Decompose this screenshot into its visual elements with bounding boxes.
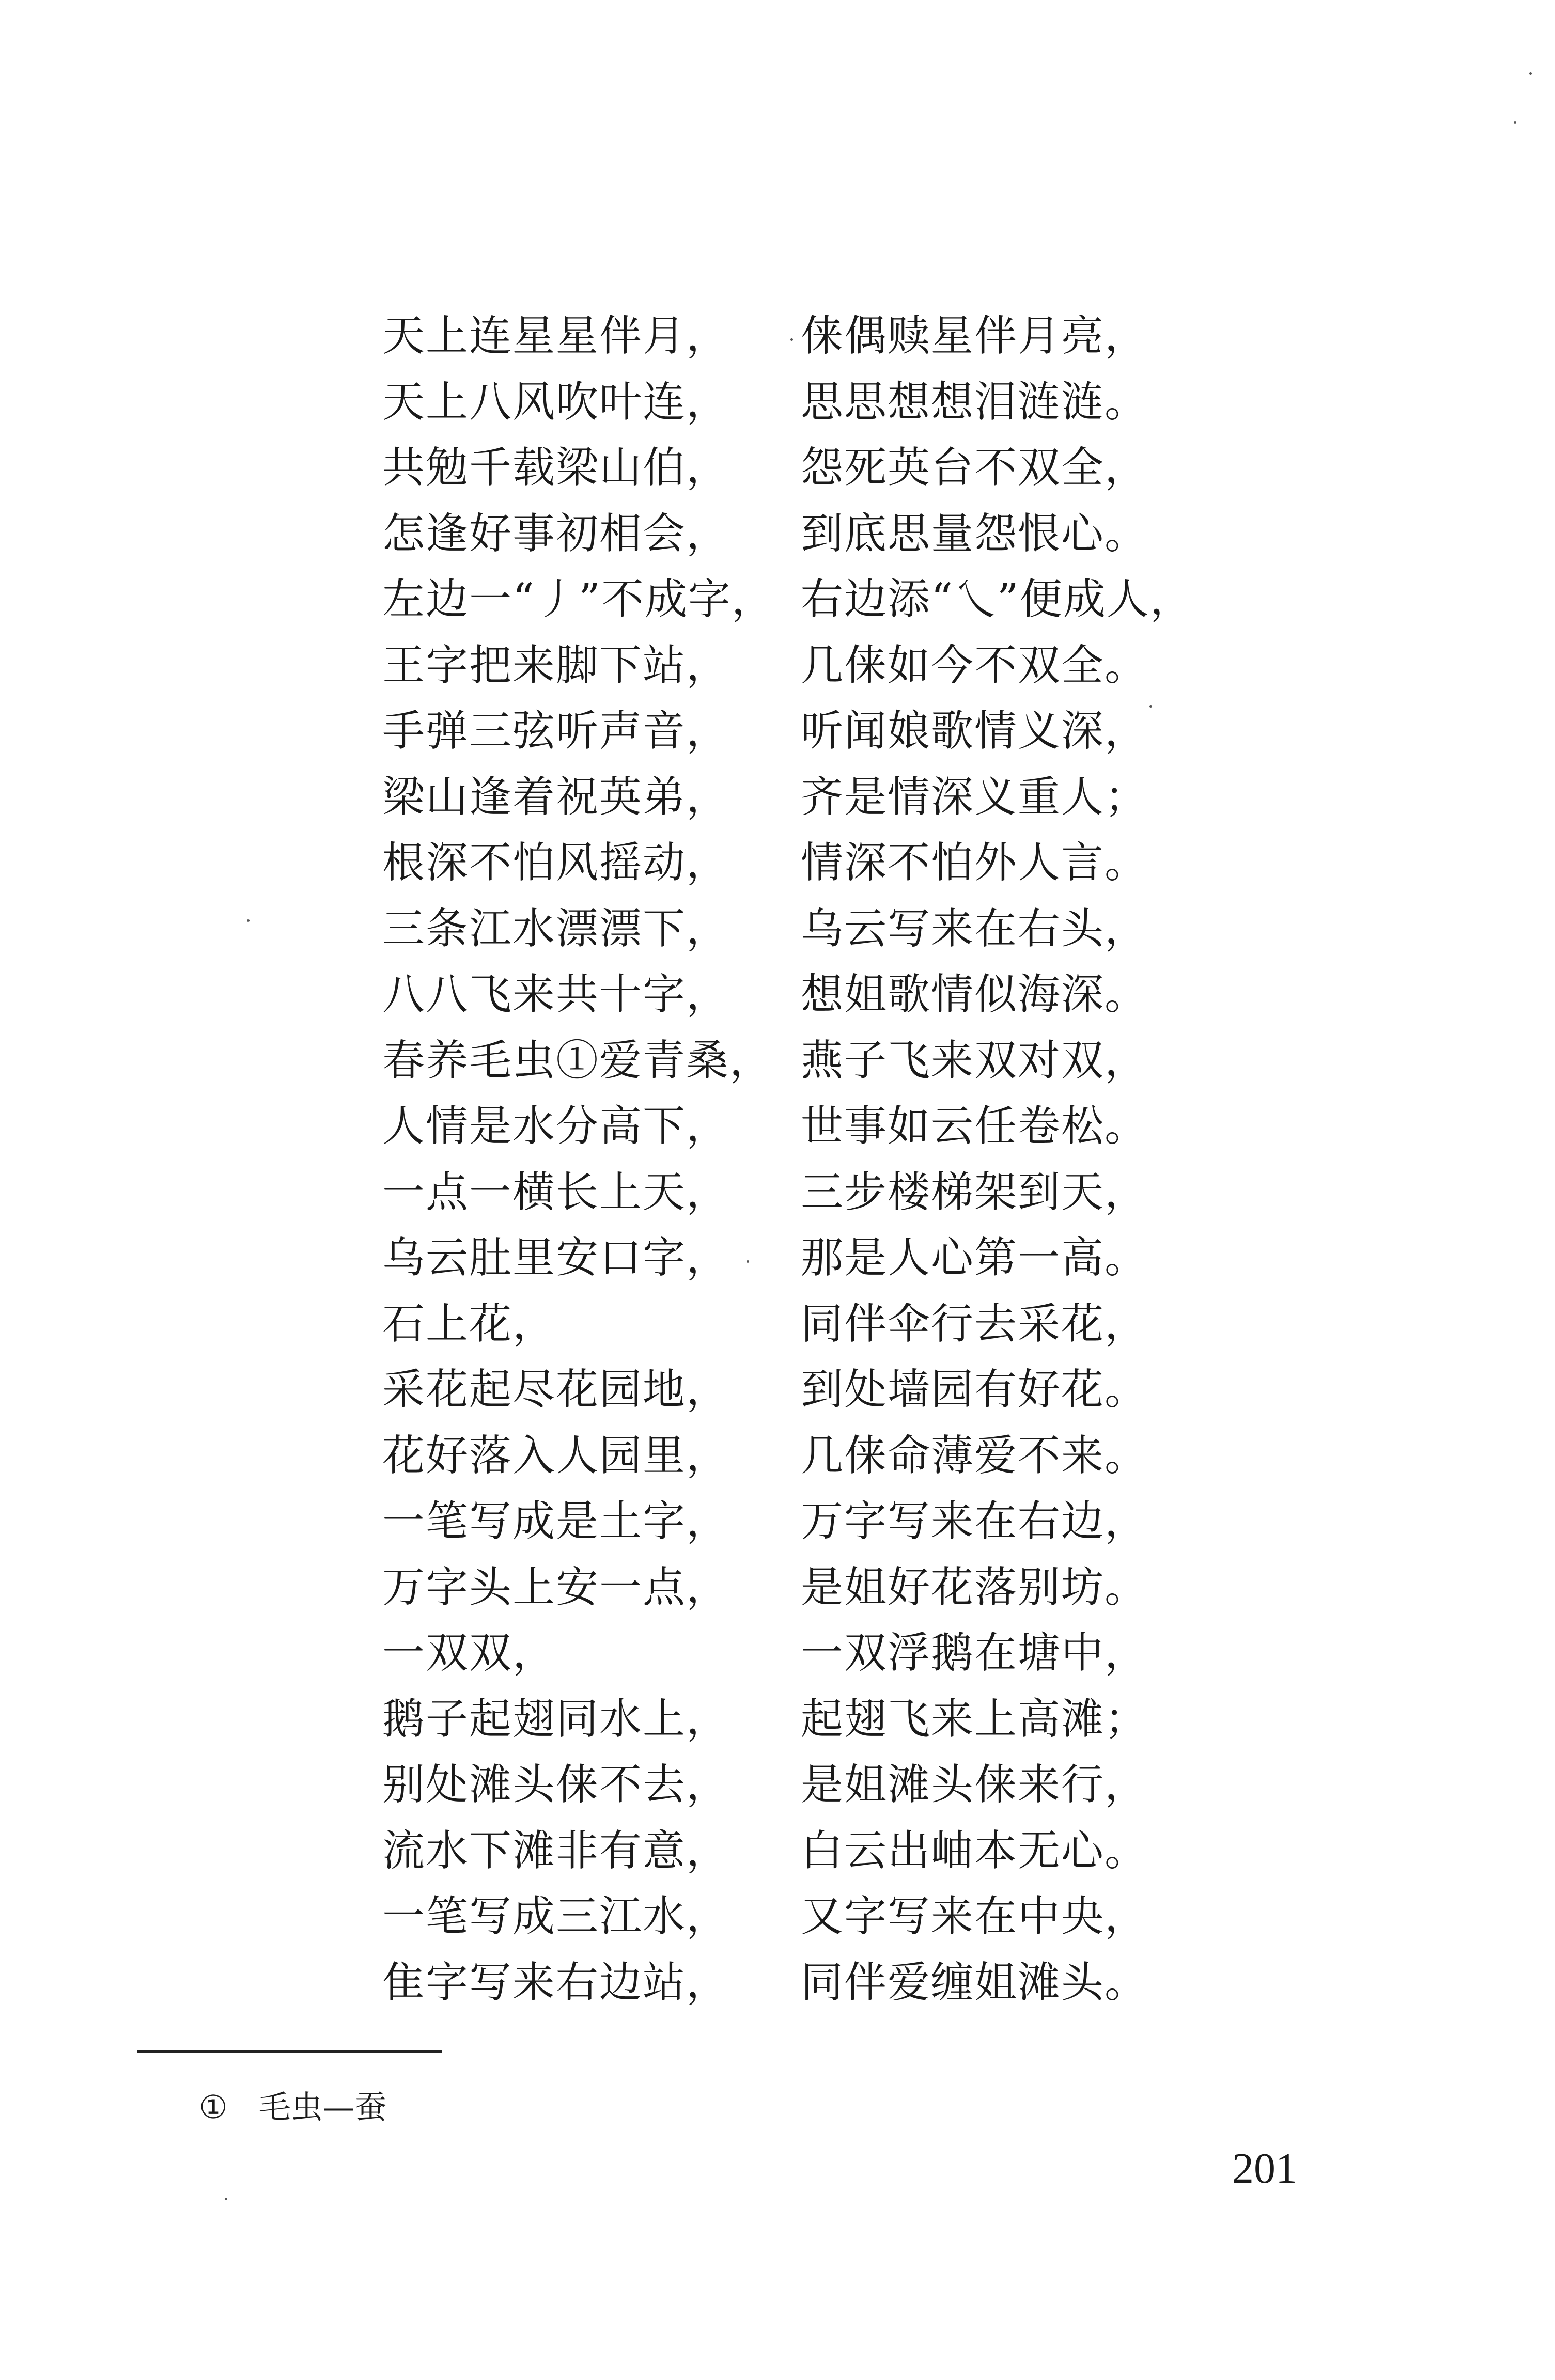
poem-line-right: 一双浮鹅在塘中， bbox=[801, 1629, 1148, 1678]
poem-row bbox=[382, 1222, 1261, 1288]
poem-row bbox=[382, 1814, 1261, 1881]
poem-line-right: 三步楼梯架到天， bbox=[801, 1167, 1148, 1217]
poem-row bbox=[382, 1485, 1261, 1551]
poem-row bbox=[382, 1617, 1261, 1683]
poem-line-left: 隹字写来右边站， bbox=[382, 1958, 730, 2007]
poem-row bbox=[382, 1419, 1261, 1485]
poem-line-left: 春养毛虫①爱青桑， bbox=[382, 1036, 773, 1085]
poem-line-right: 怨死英台不双全， bbox=[801, 443, 1148, 493]
poem-line-left: 根深不怕风摇动， bbox=[382, 838, 730, 888]
poem-line-left: 一点一横长上天， bbox=[382, 1167, 730, 1217]
poem-row bbox=[382, 629, 1261, 695]
poem-line-right: 那是人心第一高。 bbox=[801, 1233, 1148, 1283]
poem-row bbox=[382, 761, 1261, 827]
poem-line-right: 万字写来在右边， bbox=[801, 1497, 1148, 1546]
poem-line-right: 右边添“乀”便成人， bbox=[801, 575, 1193, 624]
poem-line-left: 手弹三弦听声音， bbox=[382, 707, 730, 756]
poem-row bbox=[382, 497, 1261, 563]
poem-line-left: 采花起尽花园地， bbox=[382, 1365, 730, 1415]
poem-row bbox=[382, 1090, 1261, 1156]
poem-line-left: 王字把来脚下站， bbox=[382, 640, 730, 690]
poem-line-right: 想姐歌情似海深。 bbox=[801, 970, 1148, 1020]
poem-line-right: 世事如云任卷松。 bbox=[801, 1102, 1148, 1151]
poem-row bbox=[382, 300, 1261, 366]
poem-row bbox=[382, 563, 1261, 629]
scan-speck bbox=[247, 919, 250, 922]
poem-line-left: 天上八风吹叶连， bbox=[382, 377, 730, 427]
poem-line-left: 花好落入人园里， bbox=[382, 1431, 730, 1480]
scan-speck bbox=[225, 2198, 227, 2200]
poem-row bbox=[382, 1748, 1261, 1814]
poem-row bbox=[382, 1880, 1261, 1946]
page-number: 201 bbox=[1232, 2144, 1297, 2193]
poem-row bbox=[382, 366, 1261, 432]
poem-line-right: 同伴伞行去采花， bbox=[801, 1299, 1148, 1349]
footnote bbox=[199, 2081, 387, 2127]
poem-line-left: 一笔写成三江水， bbox=[382, 1892, 730, 1941]
poem-line-left: 别处滩头俫不去， bbox=[382, 1760, 730, 1810]
poem-line-left: 共勉千载梁山伯， bbox=[382, 443, 730, 493]
poem-line-left: 怎逢好事初相会， bbox=[382, 509, 730, 558]
scan-speck bbox=[1529, 72, 1532, 75]
poem-line-right: 燕子飞来双对双， bbox=[801, 1036, 1148, 1085]
poem-line-right: 乌云写来在右头， bbox=[801, 904, 1148, 953]
scan-speck bbox=[747, 1260, 749, 1263]
poem-row bbox=[382, 1353, 1261, 1419]
poem-row bbox=[382, 1288, 1261, 1354]
poem-row bbox=[382, 431, 1261, 497]
poem-line-right: 俫偶赎星伴月亮， bbox=[801, 311, 1148, 361]
poem-body bbox=[382, 300, 1261, 2012]
poem-row bbox=[382, 1551, 1261, 1617]
poem-row bbox=[382, 695, 1261, 761]
poem-line-right: 到底思量怨恨心。 bbox=[801, 509, 1148, 558]
scan-speck bbox=[1149, 705, 1152, 708]
poem-line-right: 白云出岫本无心。 bbox=[801, 1826, 1148, 1875]
poem-line-right: 听闻娘歌情义深， bbox=[801, 707, 1148, 756]
poem-line-right: 几俫如今不双全。 bbox=[801, 640, 1148, 690]
poem-line-left: 八八飞来共十字， bbox=[382, 970, 730, 1020]
footnote-text: 毛虫—蚕 bbox=[258, 2088, 387, 2126]
footnote-mark: ① bbox=[199, 2088, 228, 2126]
poem-line-right: 同伴爱缠姐滩头。 bbox=[801, 1958, 1148, 2007]
poem-row bbox=[382, 1683, 1261, 1749]
scan-speck bbox=[790, 338, 793, 341]
poem-line-left: 三条江水漂漂下， bbox=[382, 904, 730, 953]
poem-line-left: 流水下滩非有意， bbox=[382, 1826, 730, 1875]
poem-line-right: 齐是情深义重人； bbox=[801, 772, 1148, 822]
poem-line-right: 起翅飞来上高滩； bbox=[801, 1694, 1148, 1744]
poem-line-right: 情深不怕外人言。 bbox=[801, 838, 1148, 888]
poem-line-right: 是姐好花落别坊。 bbox=[801, 1562, 1148, 1612]
poem-row bbox=[382, 1946, 1261, 2012]
poem-line-left: 梁山逢着祝英弟， bbox=[382, 772, 730, 822]
poem-line-left: 石上花， bbox=[382, 1299, 556, 1349]
poem-row bbox=[382, 826, 1261, 892]
poem-line-right: 思思想想泪涟涟。 bbox=[801, 377, 1148, 427]
poem-line-left: 万字头上安一点， bbox=[382, 1562, 730, 1612]
poem-line-right: 到处墙园有好花。 bbox=[801, 1365, 1148, 1415]
poem-line-left: 鹅子起翅同水上， bbox=[382, 1694, 730, 1744]
poem-line-left: 一双双， bbox=[382, 1629, 556, 1678]
poem-line-left: 人情是水分高下， bbox=[382, 1102, 730, 1151]
poem-row bbox=[382, 1024, 1261, 1090]
poem-line-right: 几俫命薄爱不来。 bbox=[801, 1431, 1148, 1480]
poem-line-left: 乌云肚里安口字， bbox=[382, 1233, 730, 1283]
poem-line-left: 左边一“丿”不成字， bbox=[382, 575, 775, 624]
footnote-rule bbox=[137, 2050, 442, 2053]
poem-line-right: 又字写来在中央， bbox=[801, 1892, 1148, 1941]
scan-speck bbox=[1514, 121, 1516, 124]
poem-row bbox=[382, 892, 1261, 959]
poem-line-right: 是姐滩头俫来行， bbox=[801, 1760, 1148, 1810]
poem-line-left: 一笔写成是土字， bbox=[382, 1497, 730, 1546]
poem-row bbox=[382, 958, 1261, 1024]
poem-line-left: 天上连星星伴月， bbox=[382, 311, 730, 361]
poem-row bbox=[382, 1156, 1261, 1222]
